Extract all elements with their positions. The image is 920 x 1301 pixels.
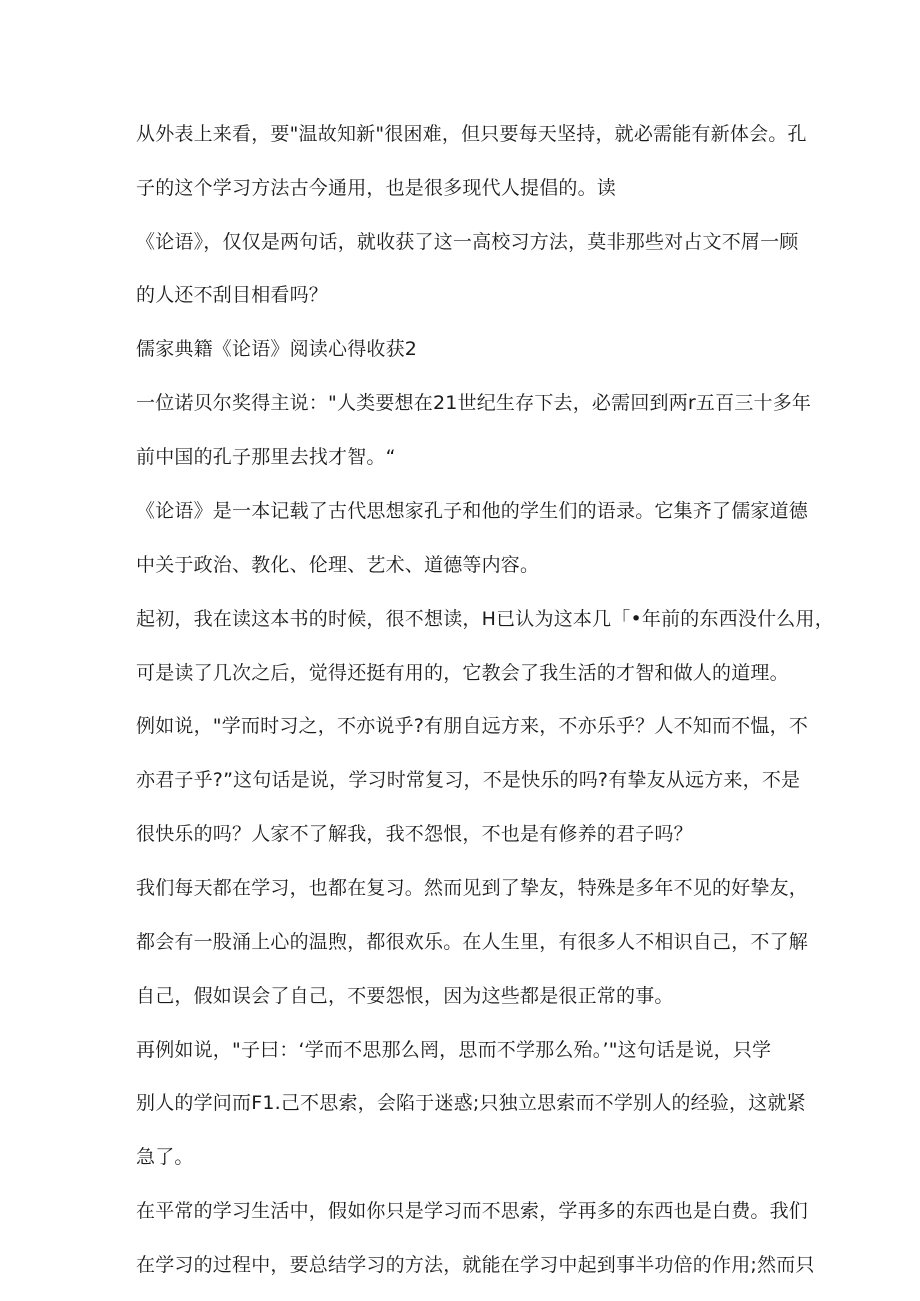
text-line: 例如说，"学而时习之，不亦说乎?有朋自远方来，不亦乐乎？人不知而不愠，不: [136, 715, 809, 737]
text-line: 在学习的过程中，要总结学习的方法，就能在学习中起到事半功倍的作用;然而只: [136, 1254, 815, 1276]
text-line: 中关于政治、教化、伦理、艺术、道德等内容。: [136, 554, 540, 576]
text-line: 起初，我在读这本书的时候，很不想读，H已认为这本几「•年前的东西没什么用，: [136, 608, 834, 630]
text-line: 在平常的学习生活中，假如你只是学习而不思索，学再多的东西也是白费。我们: [136, 1200, 809, 1222]
text-line: 的人还不刮目相看吗？: [136, 284, 329, 306]
text-line: 《论语》是一本记载了古代思想家孔子和他的学生们的语录。它集齐了儒家道德: [136, 500, 809, 522]
section-heading: 儒家典籍《论语》阅读心得收获2: [136, 338, 418, 360]
text-line: 一位诺贝尔奖得主说："人类要想在21世纪生存下去，必需回到两r五百三十多年: [136, 392, 812, 414]
text-line: 都会有一股涌上心的温煦，都很欢乐。在人生里，有很多人不相识自己，不了解: [136, 931, 809, 953]
text-line: 可是读了几次之后，觉得还挺有用的，它教会了我生活的才智和做人的道理。: [136, 662, 789, 684]
text-line: 我们每天都在学习，也都在复习。然而见到了挚友，特殊是多年不见的好挚友，: [136, 877, 809, 899]
text-line: 再例如说，"子曰：‘学而不思那么罔，思而不学那么殆。’"这句话是说，只学: [136, 1039, 772, 1061]
text-line: 从外表上来看，要"温故知新"很困难，但只要每天坚持，就必需能有新体会。孔: [136, 123, 807, 145]
text-line: 急了。: [136, 1146, 194, 1168]
text-line: 很快乐的吗？人家不了解我，我不怨恨，不也是有修养的君子吗？: [136, 823, 693, 845]
text-line: 前中国的孔子那里去找才智。“: [136, 446, 396, 468]
text-line: 子的这个学习方法古今通用，也是很多现代人提倡的。读: [136, 177, 617, 199]
text-line: 别人的学问而F1.己不思索，会陷于迷惑;只独立思索而不学别人的经验，这就紧: [136, 1092, 806, 1114]
text-line: 自己，假如误会了自己，不要怨恨，因为这些都是很正常的事。: [136, 985, 674, 1007]
text-line: 《论语》，仅仅是两句话，就收获了这一高校习方法，莫非那些对占文不屑一顾: [136, 231, 799, 253]
text-line: 亦君子乎?”这句话是说，学习时常复习，不是快乐的吗?有挚友从远方来，不是: [136, 769, 801, 791]
